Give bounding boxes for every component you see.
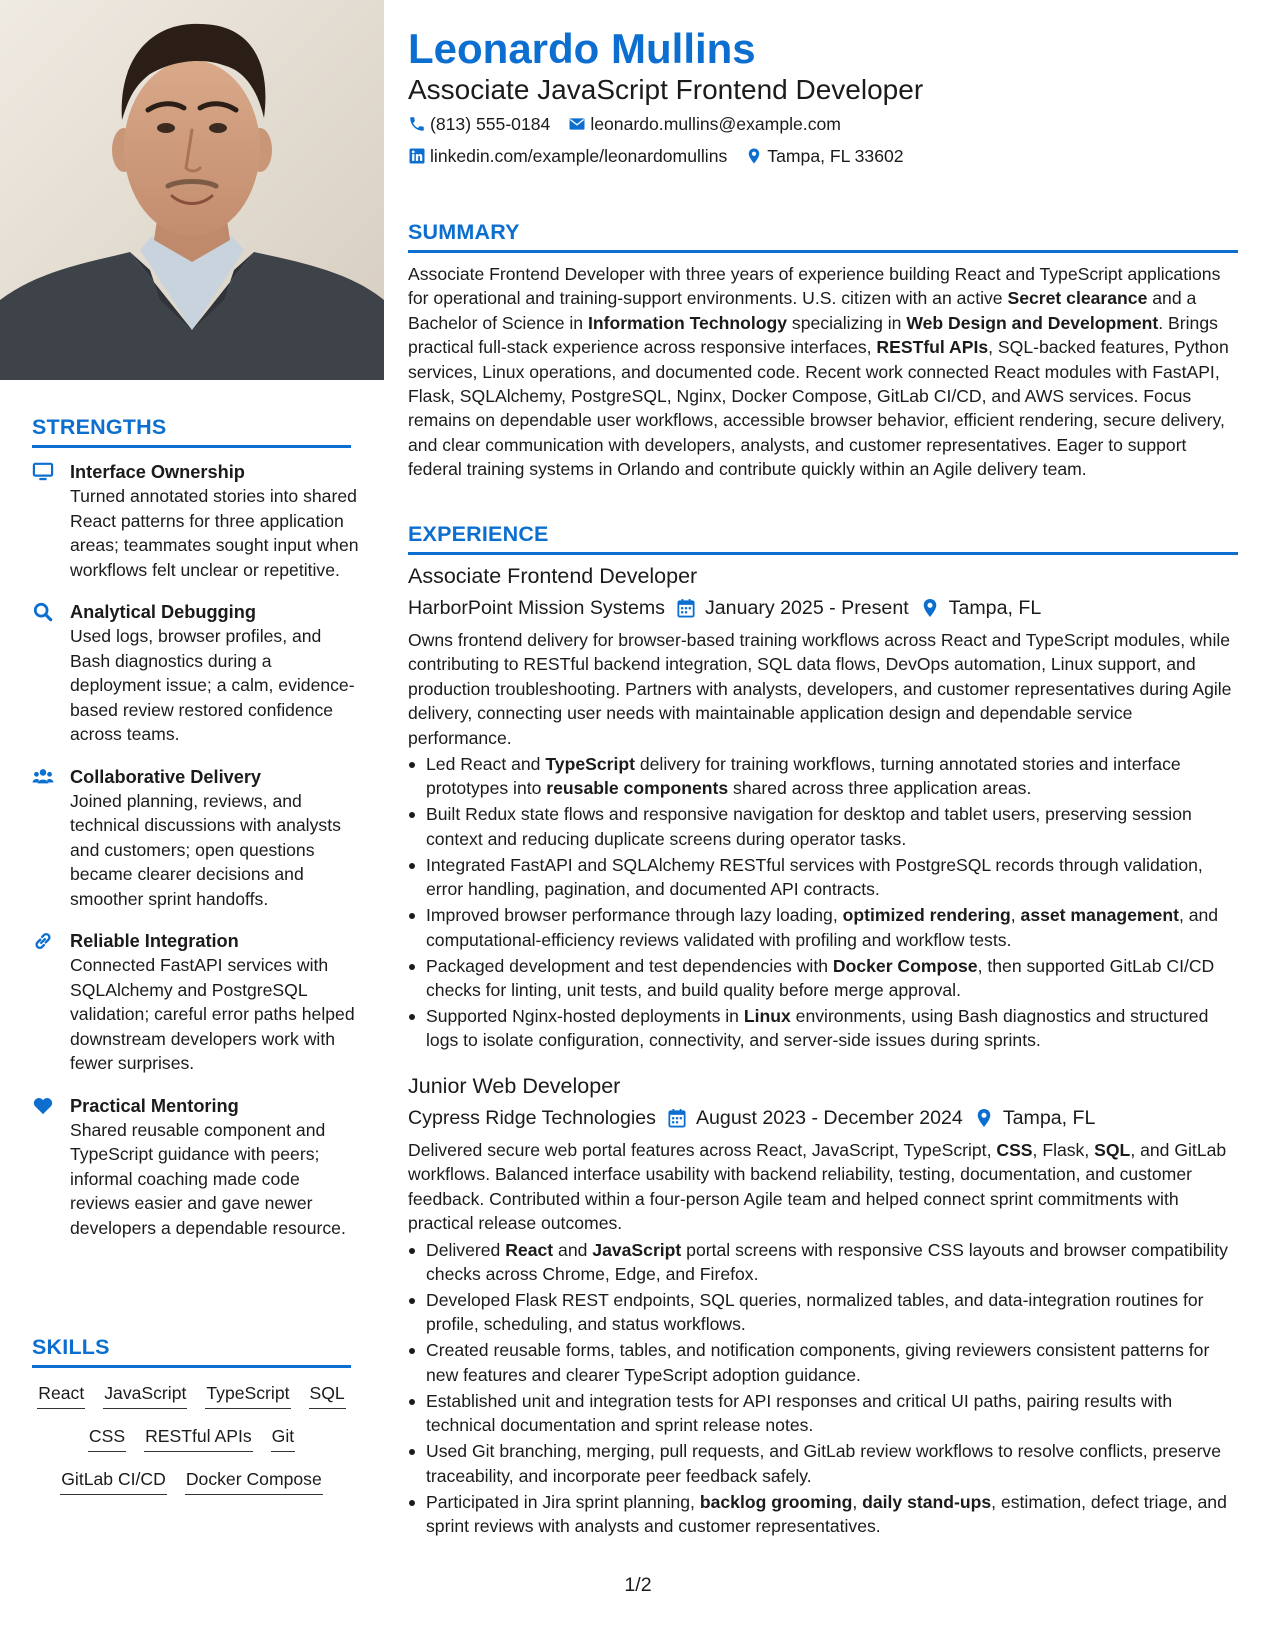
- email-address: leonardo.mullins@example.com: [590, 114, 841, 134]
- emphasized-text: TypeScript: [545, 754, 635, 775]
- emphasized-text: RESTful APIs: [876, 337, 989, 358]
- text-run: Supported Nginx-hosted deployments in: [426, 1006, 744, 1027]
- strength-description: Shared reusable component and TypeScript guidance with peers; informal coaching made code reviews easier and gave newer developers a dependable resource.: [70, 1119, 346, 1238]
- text-run: Led React and: [426, 754, 546, 775]
- job-dates: [668, 1105, 963, 1131]
- text-run: Participated in Jira sprint planning,: [426, 1491, 700, 1512]
- emphasized-text: Linux: [743, 1006, 791, 1027]
- text-run: shared across three application areas.: [728, 778, 1032, 799]
- linkedin-icon: [408, 147, 426, 165]
- text-run: portal screens with responsive CSS layouts and browser compatibility checks across Chrome, Edge, and Firefox.: [426, 1239, 1228, 1285]
- emphasized-text: reusable components: [546, 778, 729, 799]
- text-run: and a Bachelor of Science in: [408, 288, 1197, 333]
- job-entry: [408, 562, 1238, 1054]
- company-name: HarborPoint Mission Systems: [408, 597, 665, 619]
- skill-tag: CSS: [88, 1423, 126, 1452]
- job-bullet: [408, 1439, 1238, 1488]
- skill-tag: RESTful APIs: [144, 1423, 253, 1452]
- text-run: Delivered secure web portal features across React, JavaScript, TypeScript,: [408, 1140, 997, 1160]
- emphasized-text: Secret clearance: [1007, 288, 1148, 309]
- phone-icon: [408, 115, 426, 133]
- strength-item: [32, 765, 362, 912]
- text-run: ,: [852, 1491, 863, 1512]
- strength-title: Analytical Debugging: [70, 602, 256, 622]
- skill-tag: Docker Compose: [185, 1466, 323, 1495]
- job-title: Junior Web Developer: [408, 1074, 621, 1098]
- job-location-text: Tampa, FL: [948, 597, 1042, 619]
- job-dates-text: August 2023 - December 2024: [695, 1107, 963, 1129]
- summary-heading: SUMMARY: [408, 220, 1238, 253]
- strength-description: Connected FastAPI services with SQLAlchemy and PostgreSQL validation; careful error paths helped downstream developers work with fewer surprises.: [70, 955, 355, 1073]
- contact-row: [408, 144, 922, 168]
- job-location: [975, 1105, 1096, 1131]
- text-run: . Brings practical full-stack experience across responsive interfaces,: [408, 312, 1218, 358]
- emphasized-text: Information Technology: [587, 312, 788, 333]
- map-pin-icon: [975, 1108, 993, 1128]
- job-bullets: [408, 752, 1238, 1053]
- job-dates-text: January 2025 - Present: [704, 597, 909, 619]
- job-bullet: [408, 954, 1238, 1003]
- job-bullet: [408, 1490, 1238, 1539]
- contact-row: [408, 112, 859, 136]
- profile-photo-illustration: [0, 0, 384, 380]
- strength-item: [32, 600, 362, 747]
- location-text: Tampa, FL 33602: [767, 146, 904, 166]
- strengths-heading: STRENGTHS: [32, 415, 351, 448]
- email-contact[interactable]: [568, 112, 841, 136]
- map-pin-icon: [921, 598, 939, 618]
- job-bullet: [408, 802, 1238, 851]
- text-run: and: [553, 1239, 593, 1260]
- strength-item: [32, 1094, 362, 1241]
- job-description: [408, 628, 1238, 750]
- job-bullets: [408, 1238, 1238, 1539]
- job-description: [408, 1138, 1238, 1236]
- text-run: delivery for training workflows, turning annotated stories and interface prototypes into: [426, 754, 1181, 799]
- monitor-icon: [32, 462, 54, 482]
- skill-tag: TypeScript: [205, 1380, 290, 1409]
- text-run: , and GitLab workflows. Balanced interface usability with backend reliability, testing, documentation, and customer feedback. Contributed within a four-person Agile team and helped connect sprint commitments with practical release outcomes.: [408, 1140, 1227, 1234]
- text-run: , then supported GitLab CI/CD checks for linting, unit tests, and build quality before merge approval.: [426, 955, 1215, 1001]
- candidate-role: Associate JavaScript Frontend Developer: [408, 74, 924, 105]
- text-run: Integrated FastAPI and SQLAlchemy RESTful services with PostgreSQL records through validation, error handling, pagination, and documented API contracts.: [426, 854, 1203, 900]
- strength-description: Used logs, browser profiles, and Bash diagnostics during a deployment issue; a calm, evidence-based review restored confidence across teams.: [70, 626, 355, 744]
- strengths-list: [32, 460, 362, 1258]
- text-run: , and computational-efficiency reviews validated with profiling and workflow tests.: [426, 905, 1219, 950]
- users-icon: [32, 767, 54, 787]
- strength-title: Collaborative Delivery: [70, 766, 262, 787]
- skill-tag: Git: [271, 1423, 295, 1452]
- strength-title: Interface Ownership: [70, 462, 245, 482]
- profile-photo: [0, 0, 384, 380]
- text-run: Delivered: [426, 1239, 506, 1260]
- job-meta: [408, 1105, 1238, 1131]
- job-bullet: [408, 853, 1238, 902]
- text-run: Used Git branching, merging, pull requests, and GitLab review workflows to resolve conflicts, preserve traceability, and incorporate peer feedback safely.: [426, 1441, 1222, 1486]
- skill-tag: React: [37, 1380, 85, 1409]
- location-contact: [745, 144, 903, 168]
- job-entry: [408, 1072, 1238, 1540]
- text-run: , SQL-backed features, Python services, Linux operations, and documented code. Recent work connected React modules with FastAPI, Flask, SQLAlchemy, PostgreSQL, Nginx, Docker Compose, GitLab CI/CD, and AWS services. Focus remains on dependable user workflows, accessible browser behavior, efficient rendering, secure delivery, and clear communication with developers, analysts, and customer representatives. Eager to support federal training systems in Orlando and contribute quickly within an Agile delivery team.: [408, 337, 1229, 480]
- emphasized-text: backlog grooming: [699, 1491, 853, 1512]
- text-run: , estimation, defect triage, and sprint reviews with analysts and customer representatives.: [426, 1491, 1227, 1537]
- job-bullet: [408, 1238, 1238, 1287]
- job-dates: [677, 595, 909, 621]
- strength-title: Reliable Integration: [70, 931, 239, 951]
- text-run: , Flask,: [1032, 1140, 1095, 1160]
- text-run: Created reusable forms, tables, and notification components, giving reviewers consistent patterns for new features and clearer TypeScript adoption guidance.: [426, 1340, 1210, 1385]
- email-icon: [568, 115, 586, 133]
- emphasized-text: SQL: [1094, 1140, 1131, 1160]
- skills-heading: SKILLS: [32, 1335, 351, 1368]
- job-bullet: [408, 752, 1238, 801]
- map-pin-icon: [745, 147, 763, 165]
- job-bullet: [408, 1338, 1238, 1387]
- job-bullet: [408, 1389, 1238, 1438]
- skill-tag: GitLab CI/CD: [60, 1466, 167, 1495]
- calendar-icon: [668, 1108, 686, 1128]
- company-name: Cypress Ridge Technologies: [408, 1107, 656, 1129]
- phone-contact[interactable]: [408, 112, 550, 136]
- text-run: environments, using Bash diagnostics and structured logs to isolate configuration, connectivity, and server-side issues during sprints.: [426, 1006, 1209, 1051]
- emphasized-text: asset management: [1020, 905, 1179, 926]
- experience-heading: EXPERIENCE: [408, 522, 1238, 555]
- emphasized-text: daily stand-ups: [862, 1491, 992, 1512]
- job-bullet: [408, 1004, 1238, 1053]
- job-bullet: [408, 903, 1238, 952]
- page-number: 1/2: [624, 1574, 652, 1596]
- strength-item: [32, 460, 362, 582]
- text-run: Built Redux state flows and responsive navigation for desktop and tablet users, preserving session context and reducing duplicate screens during operator tasks.: [426, 804, 1192, 849]
- summary-text: [408, 262, 1238, 482]
- emphasized-text: CSS: [996, 1140, 1033, 1160]
- job-location-text: Tampa, FL: [1002, 1107, 1096, 1129]
- strength-description: Joined planning, reviews, and technical discussions with analysts and customers; open questions became clearer decisions and smoother sprint handoffs.: [70, 790, 341, 909]
- search-icon: [32, 602, 54, 622]
- emphasized-text: Docker Compose: [832, 955, 978, 976]
- candidate-name: Leonardo Mullins: [408, 25, 756, 72]
- text-run: Associate Frontend Developer with three years of experience building React and TypeScript applications for operational and training-support environments. U.S. citizen with an active: [408, 264, 1221, 309]
- strength-description: Turned annotated stories into shared React patterns for three application areas; teammates sought input when workflows felt unclear or repetitive.: [70, 486, 359, 580]
- linkedin-contact[interactable]: [408, 144, 727, 168]
- phone-number: (813) 555-0184: [430, 114, 551, 134]
- text-run: Developed Flask REST endpoints, SQL queries, normalized tables, and data-integration routines for profile, scheduling, and status workflows.: [426, 1290, 1204, 1335]
- text-run: specializing in: [787, 312, 907, 333]
- calendar-icon: [677, 598, 695, 618]
- left-column: [0, 0, 384, 1650]
- text-run: Established unit and integration tests for API responses and critical UI paths, pairing results with technical documentation and sprint release notes.: [426, 1390, 1173, 1436]
- strength-title: Practical Mentoring: [70, 1095, 239, 1116]
- job-bullet: [408, 1288, 1238, 1337]
- skill-tag: SQL: [309, 1380, 346, 1409]
- skill-tag: JavaScript: [103, 1380, 187, 1409]
- link-icon: [32, 931, 54, 951]
- emphasized-text: JavaScript: [592, 1239, 682, 1260]
- heart-icon: [32, 1096, 54, 1116]
- strength-item: [32, 929, 362, 1076]
- job-meta: [408, 595, 1238, 621]
- emphasized-text: React: [505, 1239, 554, 1260]
- emphasized-text: optimized rendering: [842, 905, 1011, 926]
- job-title: Associate Frontend Developer: [408, 564, 698, 588]
- skills-list: [32, 1380, 351, 1495]
- linkedin-url: linkedin.com/example/leonardomullins: [430, 146, 728, 166]
- text-run: Packaged development and test dependencies with: [426, 955, 833, 976]
- text-run: Improved browser performance through lazy loading,: [426, 905, 843, 926]
- text-run: ,: [1010, 905, 1021, 926]
- job-location: [921, 595, 1042, 621]
- emphasized-text: Web Design and Development: [906, 312, 1159, 333]
- text-run: Owns frontend delivery for browser-based training workflows across React and TypeScript modules, while contributing to RESTful backend integration, SQL data flows, DevOps automation, Linux support, and production troubleshooting. Partners with analysts, developers, and customer representatives during Agile delivery, connecting user needs with maintainable application design and dependable service performance.: [408, 630, 1232, 748]
